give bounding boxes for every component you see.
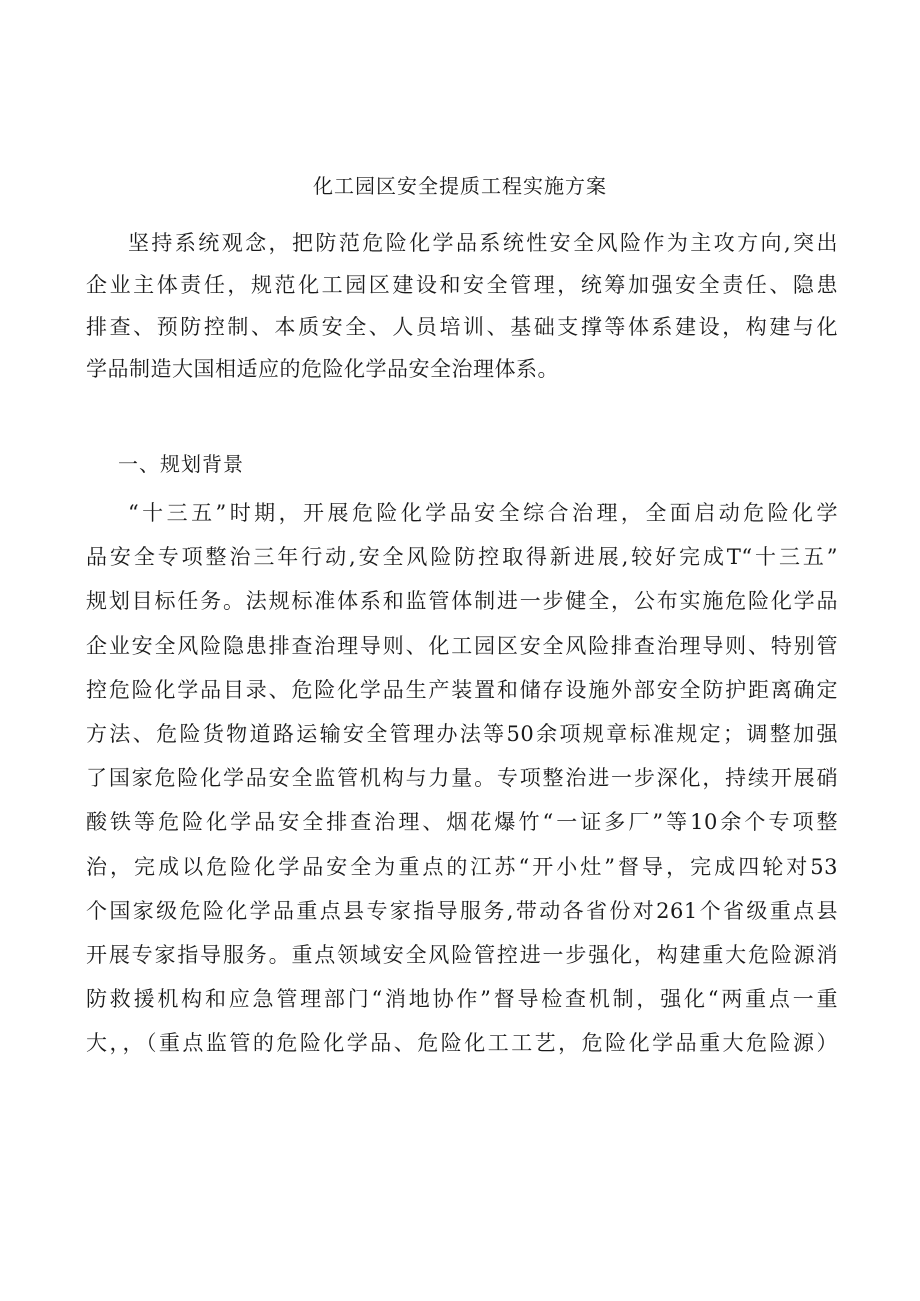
- paragraph-line: 规划目标任务。法规标准体系和监管体制进一步健全，公布实施危险化学品: [86, 589, 838, 614]
- paragraph-line: 品安全专项整治三年行动,安全风险防控取得新进展,较好完成T“十三五”: [86, 545, 838, 570]
- paragraph-line: 企业安全风险隐患排查治理导则、化工园区安全风险排查治理导则、特别管: [86, 633, 838, 658]
- paragraph-line: 方法、危险货物道路运输安全管理办法等50余项规章标准规定；调整加强: [86, 721, 838, 746]
- paragraph-line: 控危险化学品目录、危险化学品生产装置和储存设施外部安全防护距离确定: [86, 677, 838, 702]
- intro-paragraph: [86, 222, 838, 390]
- paragraph-line: 治，完成以危险化学品安全为重点的江苏“开小灶”督导，完成四轮对53: [86, 854, 838, 879]
- paragraph-line: 排查、预防控制、本质安全、人员培训、基础支撑等体系建设，构建与化: [86, 315, 838, 339]
- document-title: 化工园区安全提质工程实施方案: [313, 174, 607, 198]
- paragraph-line: “十三五”时期，开展危险化学品安全综合治理，全面启动危险化学: [128, 501, 838, 525]
- paragraph-line: 坚持系统观念，把防范危险化学品系统性安全风险作为主攻方向,突出: [128, 231, 838, 255]
- paragraph-line: 个国家级危险化学品重点县专家指导服务,带动各省份对261个省级重点县: [86, 898, 838, 923]
- paragraph-line: 开展专家指导服务。重点领域安全风险管控进一步强化，构建重大危险源消: [86, 942, 838, 967]
- section-heading: 一、规划背景: [118, 452, 244, 476]
- paragraph-line: 了国家危险化学品安全监管机构与力量。专项整治进一步深化，持续开展硝: [86, 766, 838, 791]
- paragraph-line: 大，，（重点监管的危险化学品、危险化工工艺，危险化学品重大危险源）: [86, 1031, 838, 1056]
- paragraph-line: 学品制造大国相适应的危险化学品安全治理体系。: [86, 357, 559, 381]
- paragraph-line: 企业主体责任，规范化工园区建设和安全管理，统筹加强安全责任、隐患: [86, 273, 838, 297]
- paragraph-line: 酸铁等危险化学品安全排查治理、烟花爆竹“一证多厂”等10余个专项整: [86, 810, 838, 835]
- section-paragraph: [86, 491, 838, 1065]
- paragraph-line: 防救援机构和应急管理部门“消地协作”督导检查机制，强化“两重点一重: [86, 987, 838, 1012]
